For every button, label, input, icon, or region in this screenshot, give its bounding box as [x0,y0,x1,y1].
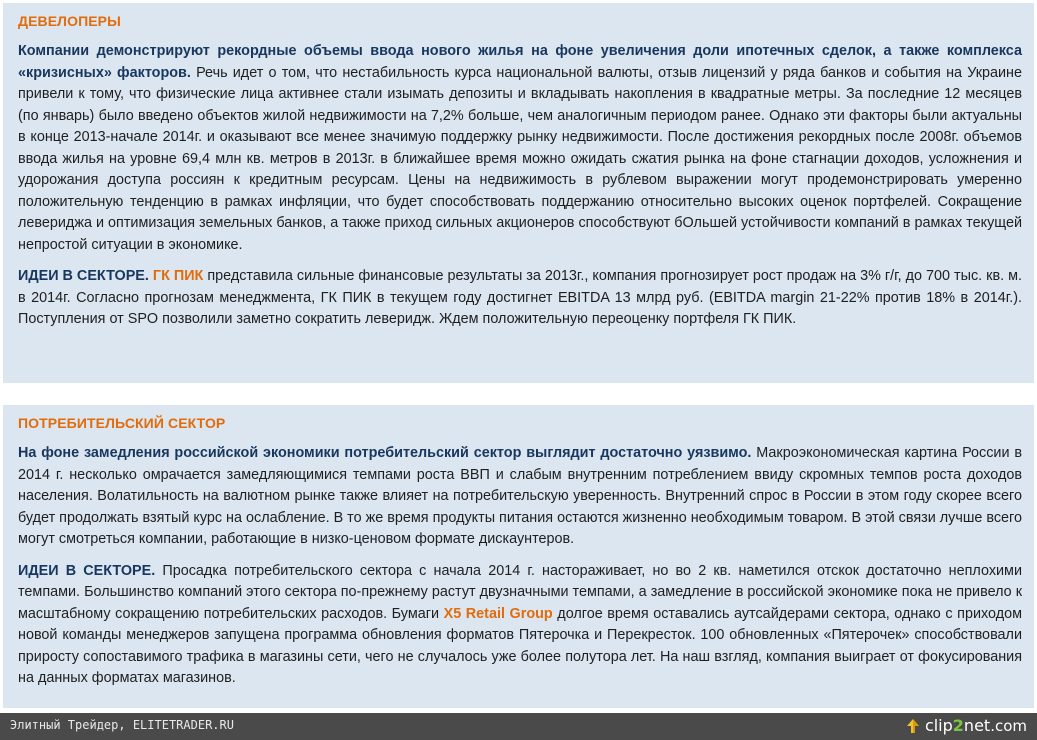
section-title-developers: ДЕВЕЛОПЕРЫ [18,13,121,29]
consumer-section [3,405,1034,708]
developers-ideas-label: ИДЕИ В СЕКТОРЕ. [18,268,149,284]
developers-ideas-text: представила сильные финансовые результаты за 2013г., компания прогнозирует рост продаж на 3% г/г, до 700 тыс. кв. м. в 2014г. Согласно прогнозам менеджмента, ГК ПИК в текущем году достигнет EBITDA 13 млрд руб. (EBITDA margin 21-22% против 18% в 2014г.). Поступления от SPO позволили заметно сократить леверидж. Ждем положительную переоценку портфеля ГК ПИК. [18,268,1022,327]
developers-paragraph [18,41,1022,256]
developers-ideas-company: ГК ПИК [152,268,204,284]
logo-two: 2 [952,716,964,735]
consumer-paragraph [18,443,1022,551]
consumer-ideas-text-1: Просадка потребительского сектора с начала 2014 г. настораживает, но во 2 кв. наметился отскок достаточно неплохими темпами. Большинство компаний этого сектора по-прежнему растут двузначными темпами, а замедление в российской экономике пока не привело к масштабному сокращению потребительских расходов. Бумаги [18,562,1022,622]
developers-section [3,3,1034,383]
developers-body: Речь идет о том, что нестабильность курса национальной валюты, отзыв лицензий у ряда банков и события на Украине привели к тому, что физические лица активнее стали изымать депозиты и вкладывать накопления в квадратные метры. За последние 12 месяцев (по январь) было введено объектов жилой недвижимости на 7,2% больше, чем аналогичным периодом ранее. Однако эти факторы были актуальны в конце 2013-начале 2014г. и оказывают все менее значимую поддержку рынку недвижимости. После достижения рекордных после 2008г. объемов ввода жилья на уровне 69,4 млн кв. метров в 2013г. в ближайшее время можно ожидать сжатия рынка на фоне стагнации доходов, усложнения и удорожания доступа россиян к кредитным ресурсам. Цены на недвижимость в рублевом выражении могут продемонстрировать умеренно положительную тенденцию в рамках инфляции, что будет способствовать поддержанию относительно высоких оценок портфелей. Сокращение левериджа и оптимизация земельных банков, а также приход сильных акционеров способствуют бОльшей устойчивости компаний в рамках текущей непростой ситуации в экономике. [18,64,1022,253]
developers-lead: Компании демонстрируют рекордные объемы ввода нового жилья на фоне увеличения доли ипотечных сделок, а также комплекса «кризисных» факторов. [18,43,1022,81]
logo-domain: .com [990,716,1027,735]
consumer-ideas-company: X5 Retail Group [443,605,553,622]
developers-ideas-paragraph [18,266,1022,331]
logo-prefix: clip [924,716,953,735]
consumer-ideas-label: ИДЕИ В СЕКТОРЕ. [18,562,156,579]
consumer-body: Макроэкономическая картина России в 2014 г. несколько омрачается замедляющимися темпами роста ВВП и слабым внутренним потреблением ввиду скромных темпов роста доходов населения. Волатильность на валютном рынке также влияет на потребительскую уверенность. Внутренний спрос в России в этом году скорее всего будет продолжать взятый курс на ослабление. В то же время продукты питания остаются жизненно необходимым товаром. В этой связи лучше всего могут смотреться компании, работающие в низко-ценовом формате дискаунтеров. [18,445,1022,547]
footer-source-text: Элитный Трейдер, ELITETRADER.RU [10,718,234,732]
clip2net-arrow-icon [905,718,921,734]
clip2net-logo[interactable] [905,716,1027,735]
section-title-consumer: ПОТРЕБИТЕЛЬСКИЙ СЕКТОР [18,415,226,431]
logo-suffix: net [963,716,991,735]
footer-bar [0,713,1037,740]
consumer-lead: На фоне замедления российской экономики потребительский сектор выглядит достаточно уязвимо. [18,445,752,461]
consumer-ideas-text-2: долгое время оставались аутсайдерами сектора, однако с приходом новой команды менеджеров запущена программа обновления форматов Пятерочка и Перекресток. 100 обновленных «Пятерочек» способствовали приросту сопоставимого трафика в магазины сети, чего не случалось уже более полутора лет. На наш взгляд, компания выиграет от фокусирования на данных форматах магазинов. [18,605,1023,686]
consumer-ideas-paragraph [18,561,1022,690]
